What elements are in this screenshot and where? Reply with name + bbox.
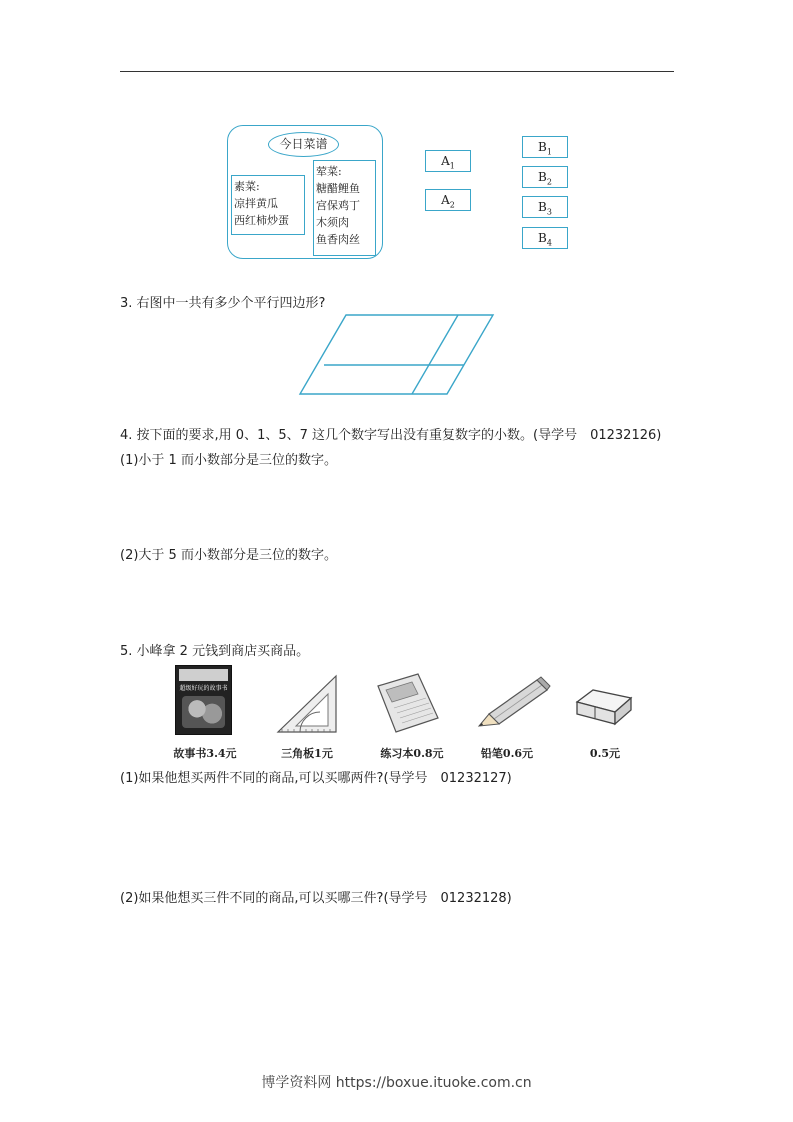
b4-box: $B_4$ (522, 227, 568, 249)
eraser-icon (573, 682, 635, 728)
question-5: 5. 小峰拿 2 元钱到商店买商品。 (120, 644, 310, 659)
veg-label: 素菜: (234, 180, 260, 193)
price-label: 故事书3.4元 (173, 747, 237, 760)
veg-box (231, 175, 305, 235)
header-rule (120, 71, 674, 72)
question-5-part-1: (1)如果他想买两件不同的商品,可以买哪两件?(导学号 01232127) (120, 771, 512, 786)
menu-title: 今日菜谱 (268, 132, 339, 157)
b2-box: $B_2$ (522, 166, 568, 188)
meat-item: 宫保鸡丁 (316, 199, 360, 212)
question-4-part-1: (1)小于 1 而小数部分是三位的数字。 (120, 453, 337, 468)
pencil-icon (475, 676, 551, 728)
notebook-icon (372, 672, 442, 736)
meat-label: 荤菜: (316, 165, 342, 178)
meat-box (313, 160, 376, 256)
veg-item: 西红柿炒蛋 (234, 214, 289, 227)
veg-item: 凉拌黄瓜 (234, 197, 278, 210)
price-label: 三角板1元 (281, 747, 333, 760)
price-label: 练习本0.8元 (380, 747, 444, 760)
a1-box: $A_1$ (425, 150, 471, 172)
meat-item: 鱼香肉丝 (316, 233, 360, 246)
question-4: 4. 按下面的要求,用 0、1、5、7 这几个数字写出没有重复数字的小数。(导学号 01232126) (120, 428, 662, 443)
book-icon (175, 665, 232, 735)
book-cover-title: 超级好玩的故事书 (179, 685, 228, 692)
question-5-part-2: (2)如果他想买三件不同的商品,可以买哪三件?(导学号 01232128) (120, 891, 512, 906)
price-label: 0.5元 (589, 747, 621, 760)
a2-box: $A_2$ (425, 189, 471, 211)
vertical-divider (412, 315, 458, 394)
footer-watermark: 博学资料网 https://boxue.ituoke.com.cn (261, 1075, 532, 1091)
b1-box: $B_1$ (522, 136, 568, 158)
b3-box: $B_3$ (522, 196, 568, 218)
question-3: 3. 右图中一共有多少个平行四边形? (120, 296, 326, 311)
triangle-ruler-icon (276, 674, 338, 734)
meat-item: 木须肉 (316, 216, 349, 229)
question-4-part-2: (2)大于 5 而小数部分是三位的数字。 (120, 548, 337, 563)
parallelogram-figure (295, 312, 497, 398)
meat-item: 糖醋鲤鱼 (316, 182, 360, 195)
outer-parallelogram (300, 315, 493, 394)
price-label: 铅笔0.6元 (480, 747, 534, 760)
